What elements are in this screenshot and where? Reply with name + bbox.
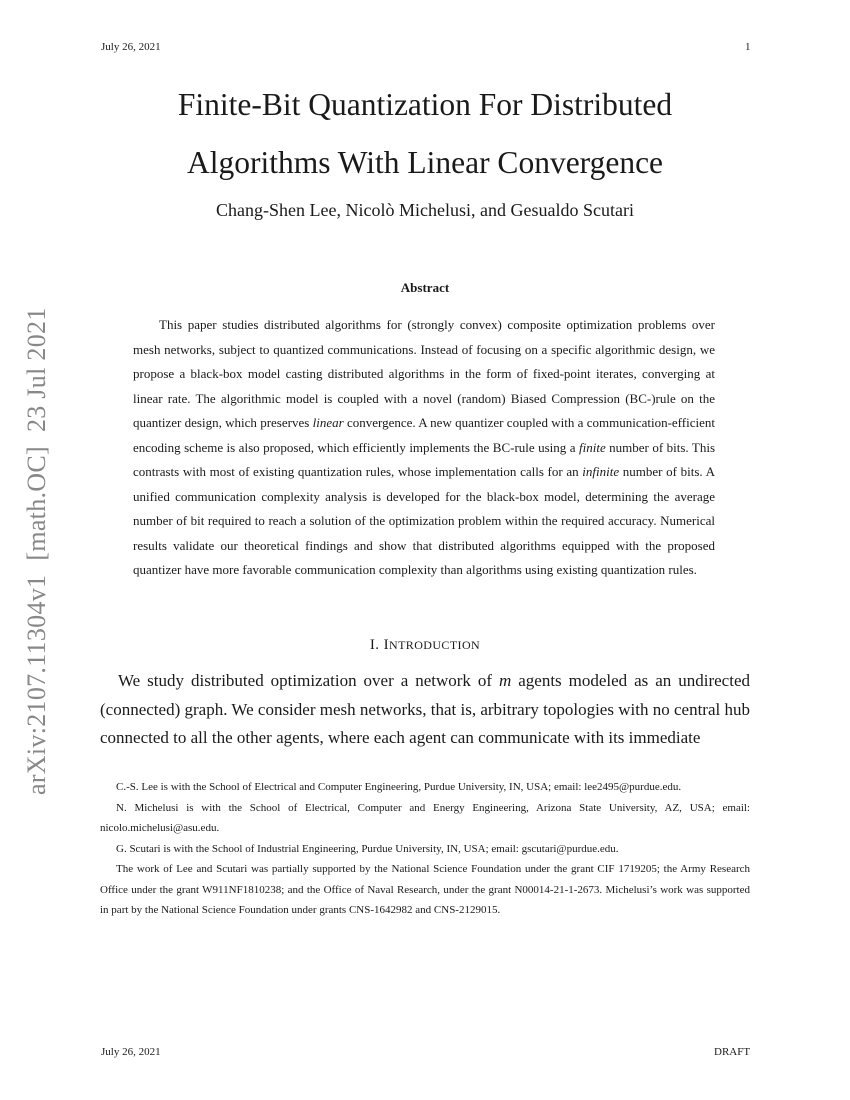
footnote-michelusi: N. Michelusi is with the School of Electrical, Computer and Energy Engineering, Arizona State University, AZ, USA; email: nicolo.michelusi@asu.edu. [100, 801, 750, 834]
author-list: Chang-Shen Lee, Nicolò Michelusi, and Gesualdo Scutari [216, 200, 634, 220]
section-title-rest: NTRODUCTION [389, 638, 481, 652]
abstract-emphasis: linear [312, 415, 344, 430]
abstract-body [133, 313, 715, 583]
page-number: 1 [745, 41, 751, 53]
abstract-emphasis: finite [579, 439, 606, 455]
math-variable: m [499, 671, 512, 690]
draft-label: DRAFT [714, 1046, 751, 1058]
introduction-paragraph [100, 667, 750, 753]
footnote-lee: C.-S. Lee is with the School of Electrical and Computer Engineering, Purdue University, IN, USA; email: lee2495@purdue.edu. [116, 781, 682, 793]
abstract-text: number of bits. A unified communication complexity analysis is developed for the black-box model, determining the average number of bit required to reach a solution of the optimization problem within the required accuracy. Numerical results validate our theoretical findings and show that distributed algorithms equipped with the proposed quantizer have more favorable communication complexity than algorithms using existing quantization rules. [133, 464, 716, 577]
footnote-scutari: G. Scutari is with the School of Industrial Engineering, Purdue University, IN, USA; email: gscutari@purdue.edu. [116, 842, 619, 855]
intro-text: agents modeled as an undirected (connected) graph. We consider mesh networks, that is, arbitrary topologies with no central hub connected to all the other agents, where each agent can communicate with its immediate [100, 671, 750, 747]
footer-date: July 26, 2021 [101, 1046, 161, 1058]
arxiv-side-stamp [22, 293, 52, 795]
paper-title [100, 76, 750, 192]
abstract-text: convergence. A new quantizer coupled with a communication-efficient encoding scheme is also proposed, which efficiently implements the BC-rule using a [133, 415, 715, 455]
section-numeral: I. [369, 637, 384, 653]
footnote-funding: The work of Lee and Scutari was partially supported by the National Science Foundation under the grant CIF 1719205; the Army Research Office under the grant W911NF1810238; and the Office of Naval Research, under the grant N00014-21-1-2673. Michelusi’s work was supported in part by the National Science Foundation under grants CNS-1642982 and CNS-2129015. [100, 863, 750, 916]
abstract-text: This paper studies distributed algorithms for (strongly convex) composite optimization problems over mesh networks, subject to quantized communications. Instead of focusing on a specific algorithmic design, we propose a black-box model casting distributed algorithms in the form of fixed-point iterates, converging at linear rate. The algorithmic model is coupled with a novel (random) Biased Compression (BC-)rule on the quantizer design, which preserves [133, 317, 715, 430]
header-date: July 26, 2021 [101, 41, 161, 53]
section-title-initial: I [383, 637, 390, 653]
section-heading-introduction [100, 637, 750, 654]
footnotes [100, 777, 750, 921]
arxiv-id: arXiv:2107.11304v1 [22, 574, 51, 795]
arxiv-date: 23 Jul 2021 [22, 307, 51, 433]
abstract-text: number of bits. This contrasts with most of existing quantization rules, whose implementation calls for an [133, 439, 716, 479]
title-line-2: Algorithms With Linear Convergence [186, 145, 664, 180]
abstract-heading: Abstract [400, 280, 450, 295]
intro-text: We study distributed optimization over a network of [118, 671, 499, 690]
abstract-emphasis: infinite [582, 464, 620, 479]
arxiv-category: [math.OC] [22, 446, 51, 561]
title-line-1: Finite-Bit Quantization For Distributed [177, 87, 673, 122]
